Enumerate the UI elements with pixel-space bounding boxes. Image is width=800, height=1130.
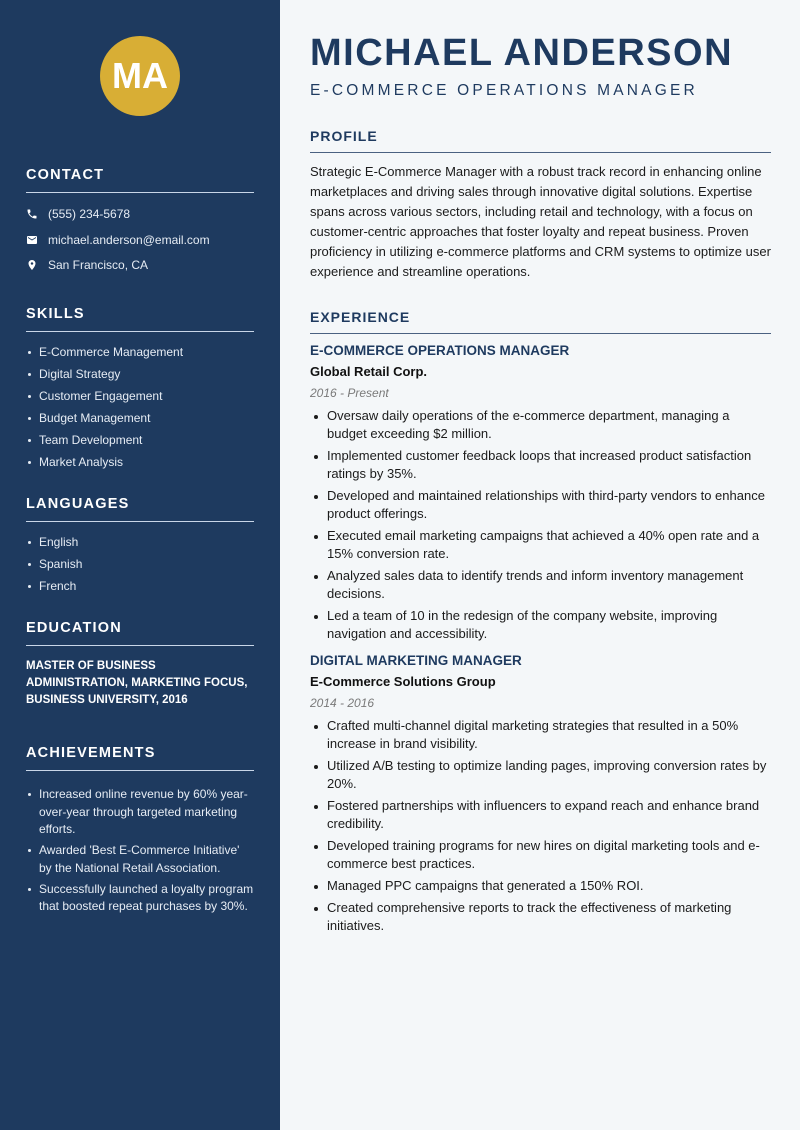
skill-item: Budget Management — [26, 410, 254, 427]
achievements-list — [26, 786, 254, 916]
experience-section — [310, 309, 771, 935]
job-company: Global Retail Corp. — [310, 364, 428, 379]
sidebar — [0, 0, 280, 1130]
job-title: E-COMMERCE OPERATIONS MANAGER — [310, 343, 570, 358]
education-heading: EDUCATION — [26, 620, 254, 646]
profile-heading: PROFILE — [310, 128, 771, 153]
job-title: DIGITAL MARKETING MANAGER — [310, 653, 522, 668]
skills-section — [26, 306, 254, 471]
phone-icon — [26, 208, 48, 220]
job-dates: 2014 - 2016 — [310, 696, 375, 710]
skill-item: Customer Engagement — [26, 388, 254, 405]
email-icon — [26, 234, 48, 246]
achievement-item: Increased online revenue by 60% year-over-year through targeted marketing efforts. — [26, 786, 254, 839]
language-item: Spanish — [26, 556, 254, 573]
contact-location — [26, 256, 254, 274]
job-entry — [310, 343, 771, 643]
skill-item: Market Analysis — [26, 454, 254, 471]
job-bullets — [310, 407, 771, 643]
job-bullet: Oversaw daily operations of the e-commerce department, managing a budget exceeding $2 million. — [310, 407, 771, 443]
profile-section — [310, 128, 771, 282]
full-name: MICHAEL ANDERSON — [310, 32, 734, 74]
contact-section — [26, 167, 254, 274]
contact-email — [26, 231, 254, 249]
skills-list — [26, 344, 254, 471]
job-bullet: Analyzed sales data to identify trends and inform inventory management decisions. — [310, 567, 771, 603]
job-bullet: Managed PPC campaigns that generated a 150% ROI. — [310, 877, 771, 895]
avatar: MA — [100, 36, 180, 116]
achievement-item: Awarded 'Best E-Commerce Initiative' by the National Retail Association. — [26, 842, 254, 877]
job-bullets — [310, 717, 771, 935]
contact-heading: CONTACT — [26, 167, 254, 193]
education-entry: MASTER OF BUSINESS ADMINISTRATION, MARKETING FOCUS, BUSINESS UNIVERSITY, 2016 — [26, 660, 248, 706]
profile-text: Strategic E-Commerce Manager with a robust track record in enhancing online marketplaces and driving sales through innovative digital solutions. Expertise spans across various sectors, including retail and technology, with a focus on customer-centric approaches that foster loyalty and repeat business. Proven proficiency in utilizing e-commerce platforms and CRM systems to optimize user experience and streamline operations. — [310, 164, 771, 279]
job-dates: 2016 - Present — [310, 386, 389, 400]
skill-item: E-Commerce Management — [26, 344, 254, 361]
main-content — [310, 30, 771, 945]
job-bullet: Utilized A/B testing to optimize landing pages, improving conversion rates by 20%. — [310, 757, 771, 793]
achievements-heading: ACHIEVEMENTS — [26, 745, 254, 771]
phone-text[interactable]: (555) 234-5678 — [48, 207, 131, 221]
location-pin-icon — [26, 259, 48, 271]
language-item: French — [26, 578, 254, 595]
job-bullet: Developed training programs for new hires on digital marketing tools and e-commerce best practices. — [310, 837, 771, 873]
job-bullet: Fostered partnerships with influencers to expand reach and enhance brand credibility. — [310, 797, 771, 833]
job-company: E-Commerce Solutions Group — [310, 674, 496, 689]
skills-heading: SKILLS — [26, 306, 254, 332]
achievement-item: Successfully launched a loyalty program that boosted repeat purchases by 30%. — [26, 881, 254, 916]
experience-heading: EXPERIENCE — [310, 309, 771, 334]
contact-phone — [26, 205, 254, 223]
job-bullet: Created comprehensive reports to track the effectiveness of marketing initiatives. — [310, 899, 771, 935]
job-bullet: Executed email marketing campaigns that achieved a 40% open rate and a 15% conversion rate. — [310, 527, 771, 563]
languages-section — [26, 496, 254, 595]
languages-heading: LANGUAGES — [26, 496, 254, 522]
education-section — [26, 620, 254, 709]
job-bullet: Crafted multi-channel digital marketing strategies that resulted in a 50% increase in brand visibility. — [310, 717, 771, 753]
languages-list — [26, 534, 254, 595]
skill-item: Digital Strategy — [26, 366, 254, 383]
job-title-header: E-COMMERCE OPERATIONS MANAGER — [310, 82, 698, 99]
language-item: English — [26, 534, 254, 551]
location-text: San Francisco, CA — [48, 258, 149, 272]
job-bullet: Led a team of 10 in the redesign of the company website, improving navigation and accessibility. — [310, 607, 771, 643]
job-bullet: Developed and maintained relationships with third-party vendors to enhance product offerings. — [310, 487, 771, 523]
job-bullet: Implemented customer feedback loops that increased product satisfaction ratings by 35%. — [310, 447, 771, 483]
achievements-section — [26, 745, 254, 916]
email-text[interactable]: michael.anderson@email.com — [48, 232, 210, 247]
skill-item: Team Development — [26, 432, 254, 449]
job-entry — [310, 653, 771, 935]
